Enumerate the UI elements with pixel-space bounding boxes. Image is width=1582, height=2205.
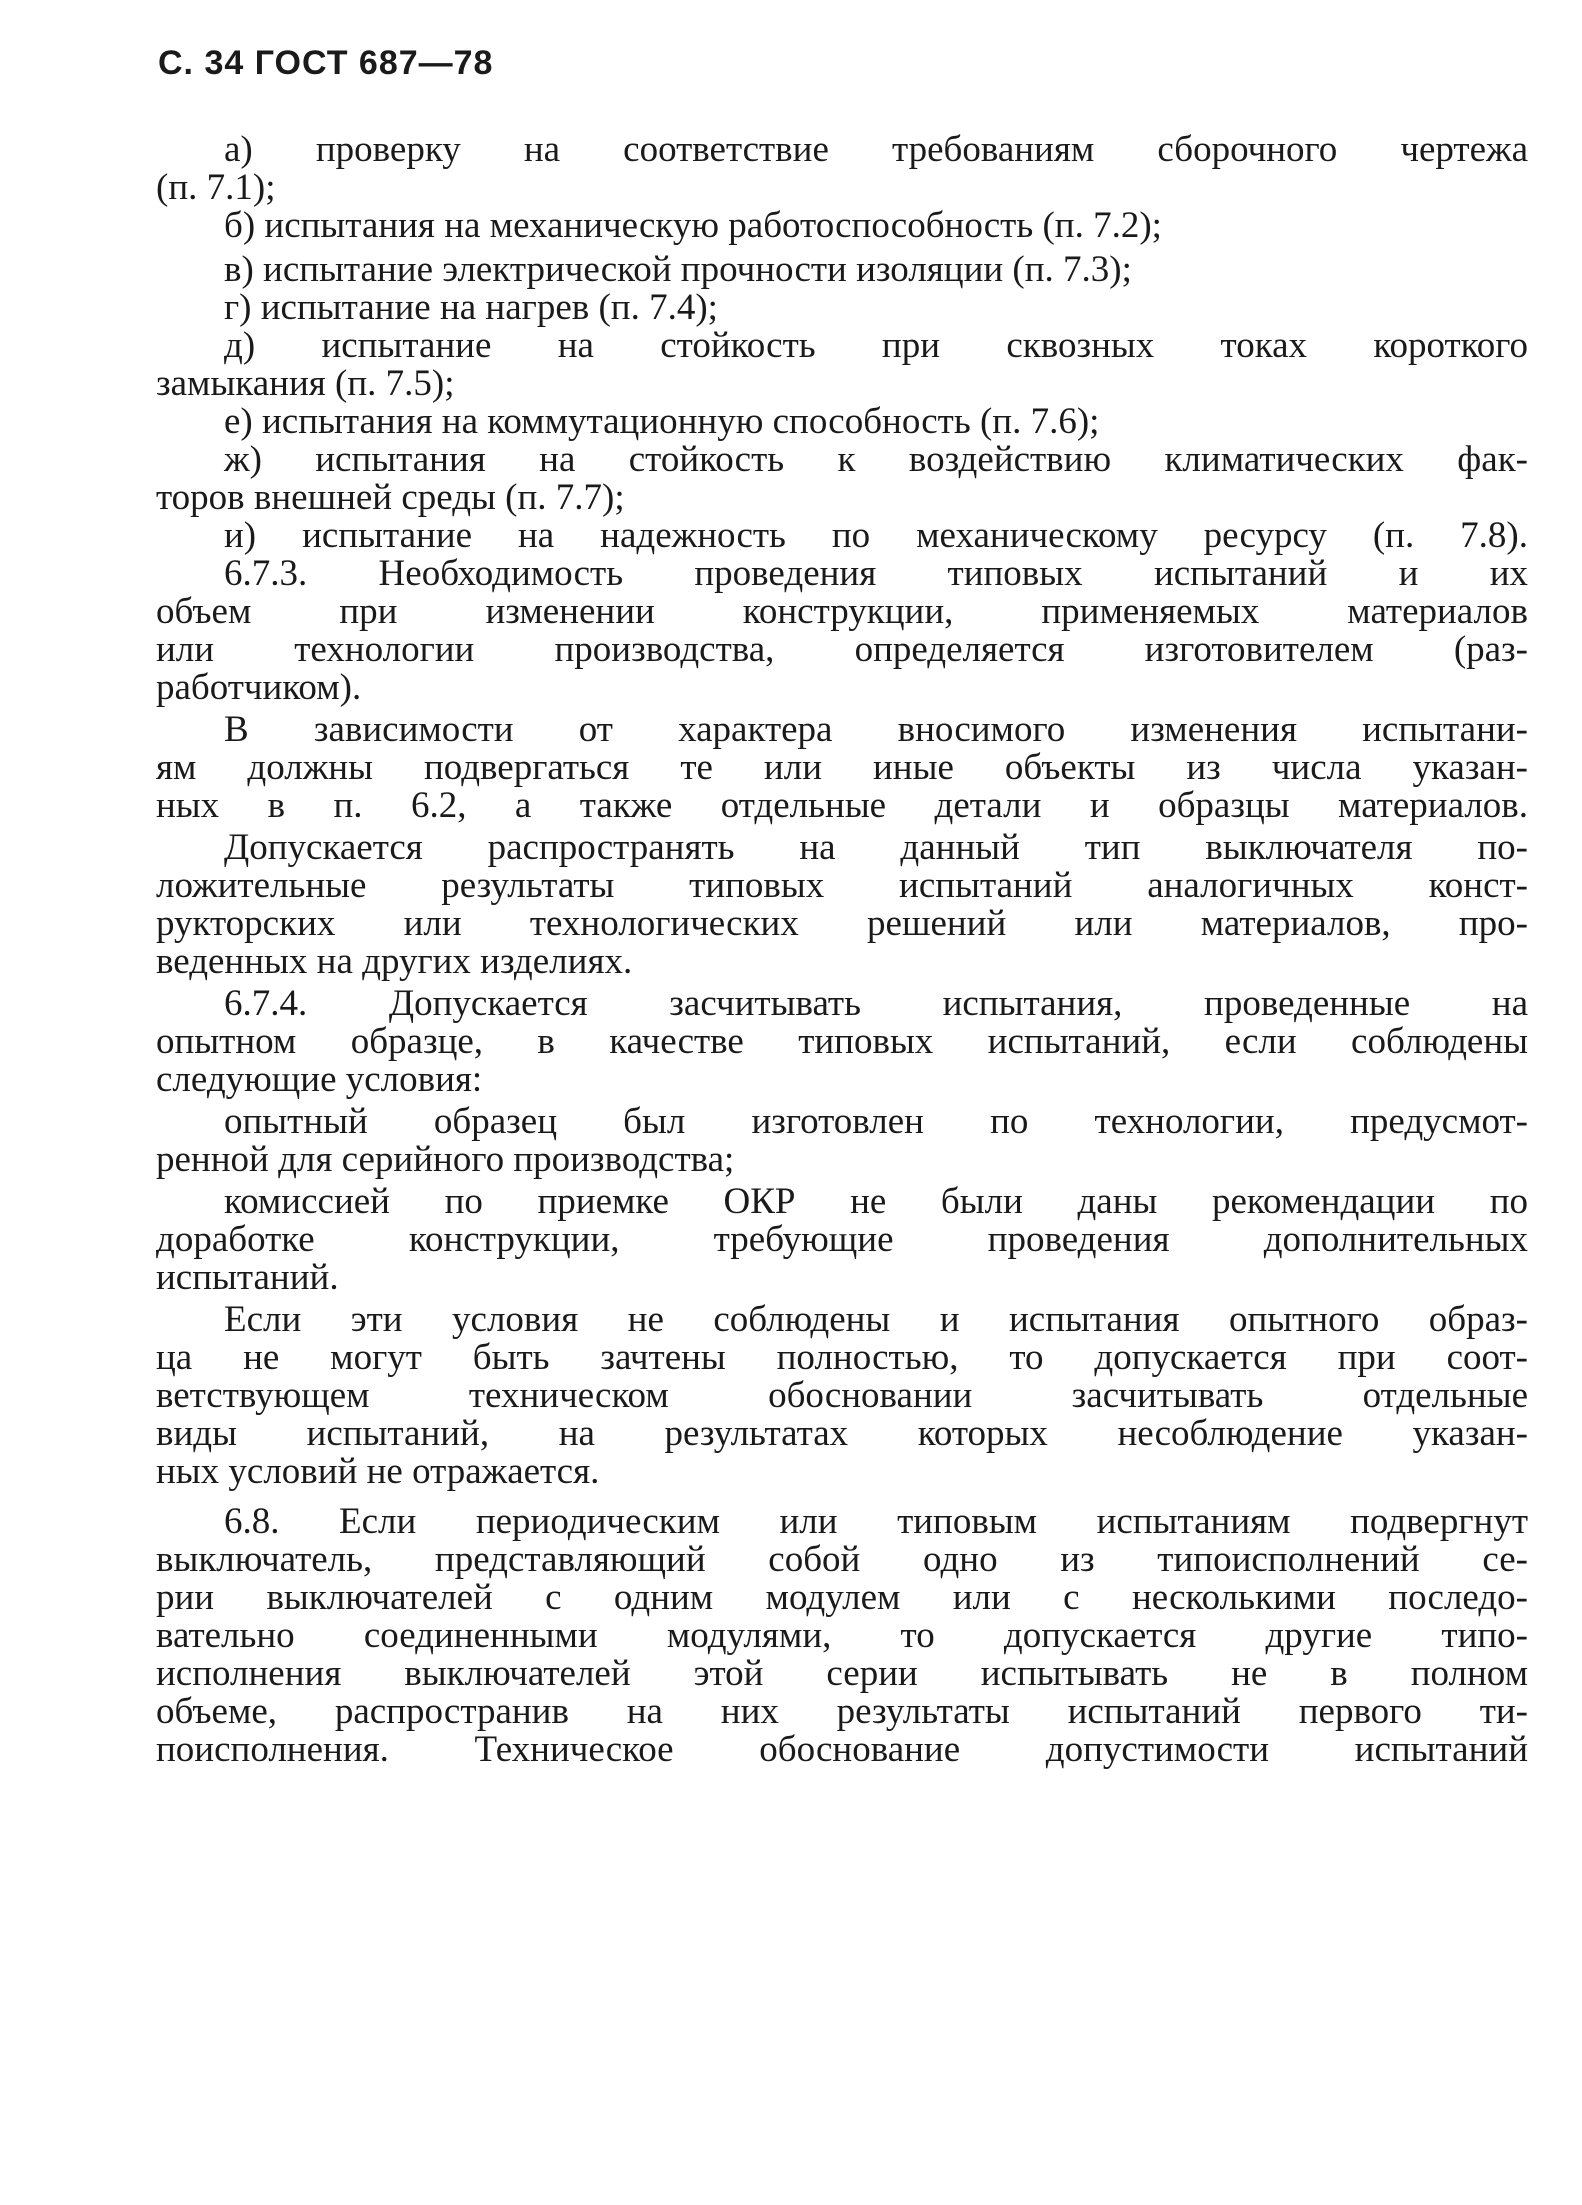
text-line: ям должны подвергаться те или иные объекты из числа указан- bbox=[156, 747, 1528, 788]
text-line: исполнения выключателей этой серии испытывать не в полном bbox=[156, 1653, 1528, 1694]
text-line: замыкания (п. 7.5); bbox=[156, 363, 455, 404]
text-line: испытаний. bbox=[156, 1257, 339, 1298]
text-line: ложительные результаты типовых испытаний аналогичных конст- bbox=[156, 865, 1528, 906]
text-line: Допускается распространять на данный тип выключателя по- bbox=[224, 827, 1528, 868]
text-line: работчиком). bbox=[156, 667, 362, 708]
text-line: (п. 7.1); bbox=[156, 167, 276, 208]
text-line: рукторских или технологических решений или материалов, про- bbox=[156, 903, 1528, 944]
text-line: комиссией по приемке ОКР не были даны рекомендации по bbox=[224, 1181, 1528, 1222]
text-line: Если эти условия не соблюдены и испытания опытного образ- bbox=[224, 1299, 1528, 1340]
text-line: г) испытание на нагрев (п. 7.4); bbox=[224, 287, 718, 328]
text-line: ных условий не отражается. bbox=[156, 1451, 600, 1492]
text-line: 6.7.3. Необходимость проведения типовых испытаний и их bbox=[224, 553, 1528, 594]
text-line: и) испытание на надежность по механическому ресурсу (п. 7.8). bbox=[224, 515, 1528, 556]
text-line: в) испытание электрической прочности изоляции (п. 7.3); bbox=[224, 249, 1132, 290]
text-line: виды испытаний, на результатах которых несоблюдение указан- bbox=[156, 1413, 1528, 1454]
text-line: объеме, распространив на них результаты испытаний первого ти- bbox=[156, 1691, 1528, 1732]
text-line: выключатель, представляющий собой одно из типоисполнений се- bbox=[156, 1539, 1528, 1580]
text-line: 6.7.4. Допускается засчитывать испытания, проведенные на bbox=[224, 983, 1528, 1024]
text-line: или технологии производства, определяется изготовителем (раз- bbox=[156, 629, 1528, 670]
page-header: С. 34 ГОСТ 687—78 bbox=[158, 44, 494, 82]
text-line: ренной для серийного производства; bbox=[156, 1139, 735, 1180]
text-line: вательно соединенными модулями, то допускается другие типо- bbox=[156, 1615, 1528, 1656]
text-line: следующие условия: bbox=[156, 1059, 483, 1100]
text-line: а) проверку на соответствие требованиям сборочного чертежа bbox=[224, 129, 1528, 170]
text-line: доработке конструкции, требующие проведения дополнительных bbox=[156, 1219, 1528, 1260]
text-line: опытный образец был изготовлен по технологии, предусмот- bbox=[224, 1101, 1528, 1142]
text-line: рии выключателей с одним модулем или с несколькими последо- bbox=[156, 1577, 1528, 1618]
text-line: ж) испытания на стойкость к воздействию климатических фак- bbox=[224, 439, 1528, 480]
text-line: д) испытание на стойкость при сквозных токах короткого bbox=[224, 325, 1528, 366]
text-line: В зависимости от характера вносимого изменения испытани- bbox=[224, 709, 1528, 750]
text-line: опытном образце, в качестве типовых испытаний, если соблюдены bbox=[156, 1021, 1528, 1062]
text-line: ца не могут быть зачтены полностью, то допускается при соот- bbox=[156, 1337, 1528, 1378]
text-line: веденных на других изделиях. bbox=[156, 941, 633, 982]
text-line: торов внешней среды (п. 7.7); bbox=[156, 477, 625, 518]
text-line: объем при изменении конструкции, применяемых материалов bbox=[156, 591, 1528, 632]
text-line: б) испытания на механическую работоспособность (п. 7.2); bbox=[224, 205, 1162, 246]
text-line: ных в п. 6.2, а также отдельные детали и образцы материалов. bbox=[156, 785, 1528, 826]
text-line: ветствующем техническом обосновании засчитывать отдельные bbox=[156, 1375, 1528, 1416]
text-line: е) испытания на коммутационную способность (п. 7.6); bbox=[224, 401, 1100, 442]
text-line: 6.8. Если периодическим или типовым испытаниям подвергнут bbox=[224, 1501, 1528, 1542]
text-line: поисполнения. Техническое обоснование допустимости испытаний bbox=[156, 1729, 1528, 1770]
